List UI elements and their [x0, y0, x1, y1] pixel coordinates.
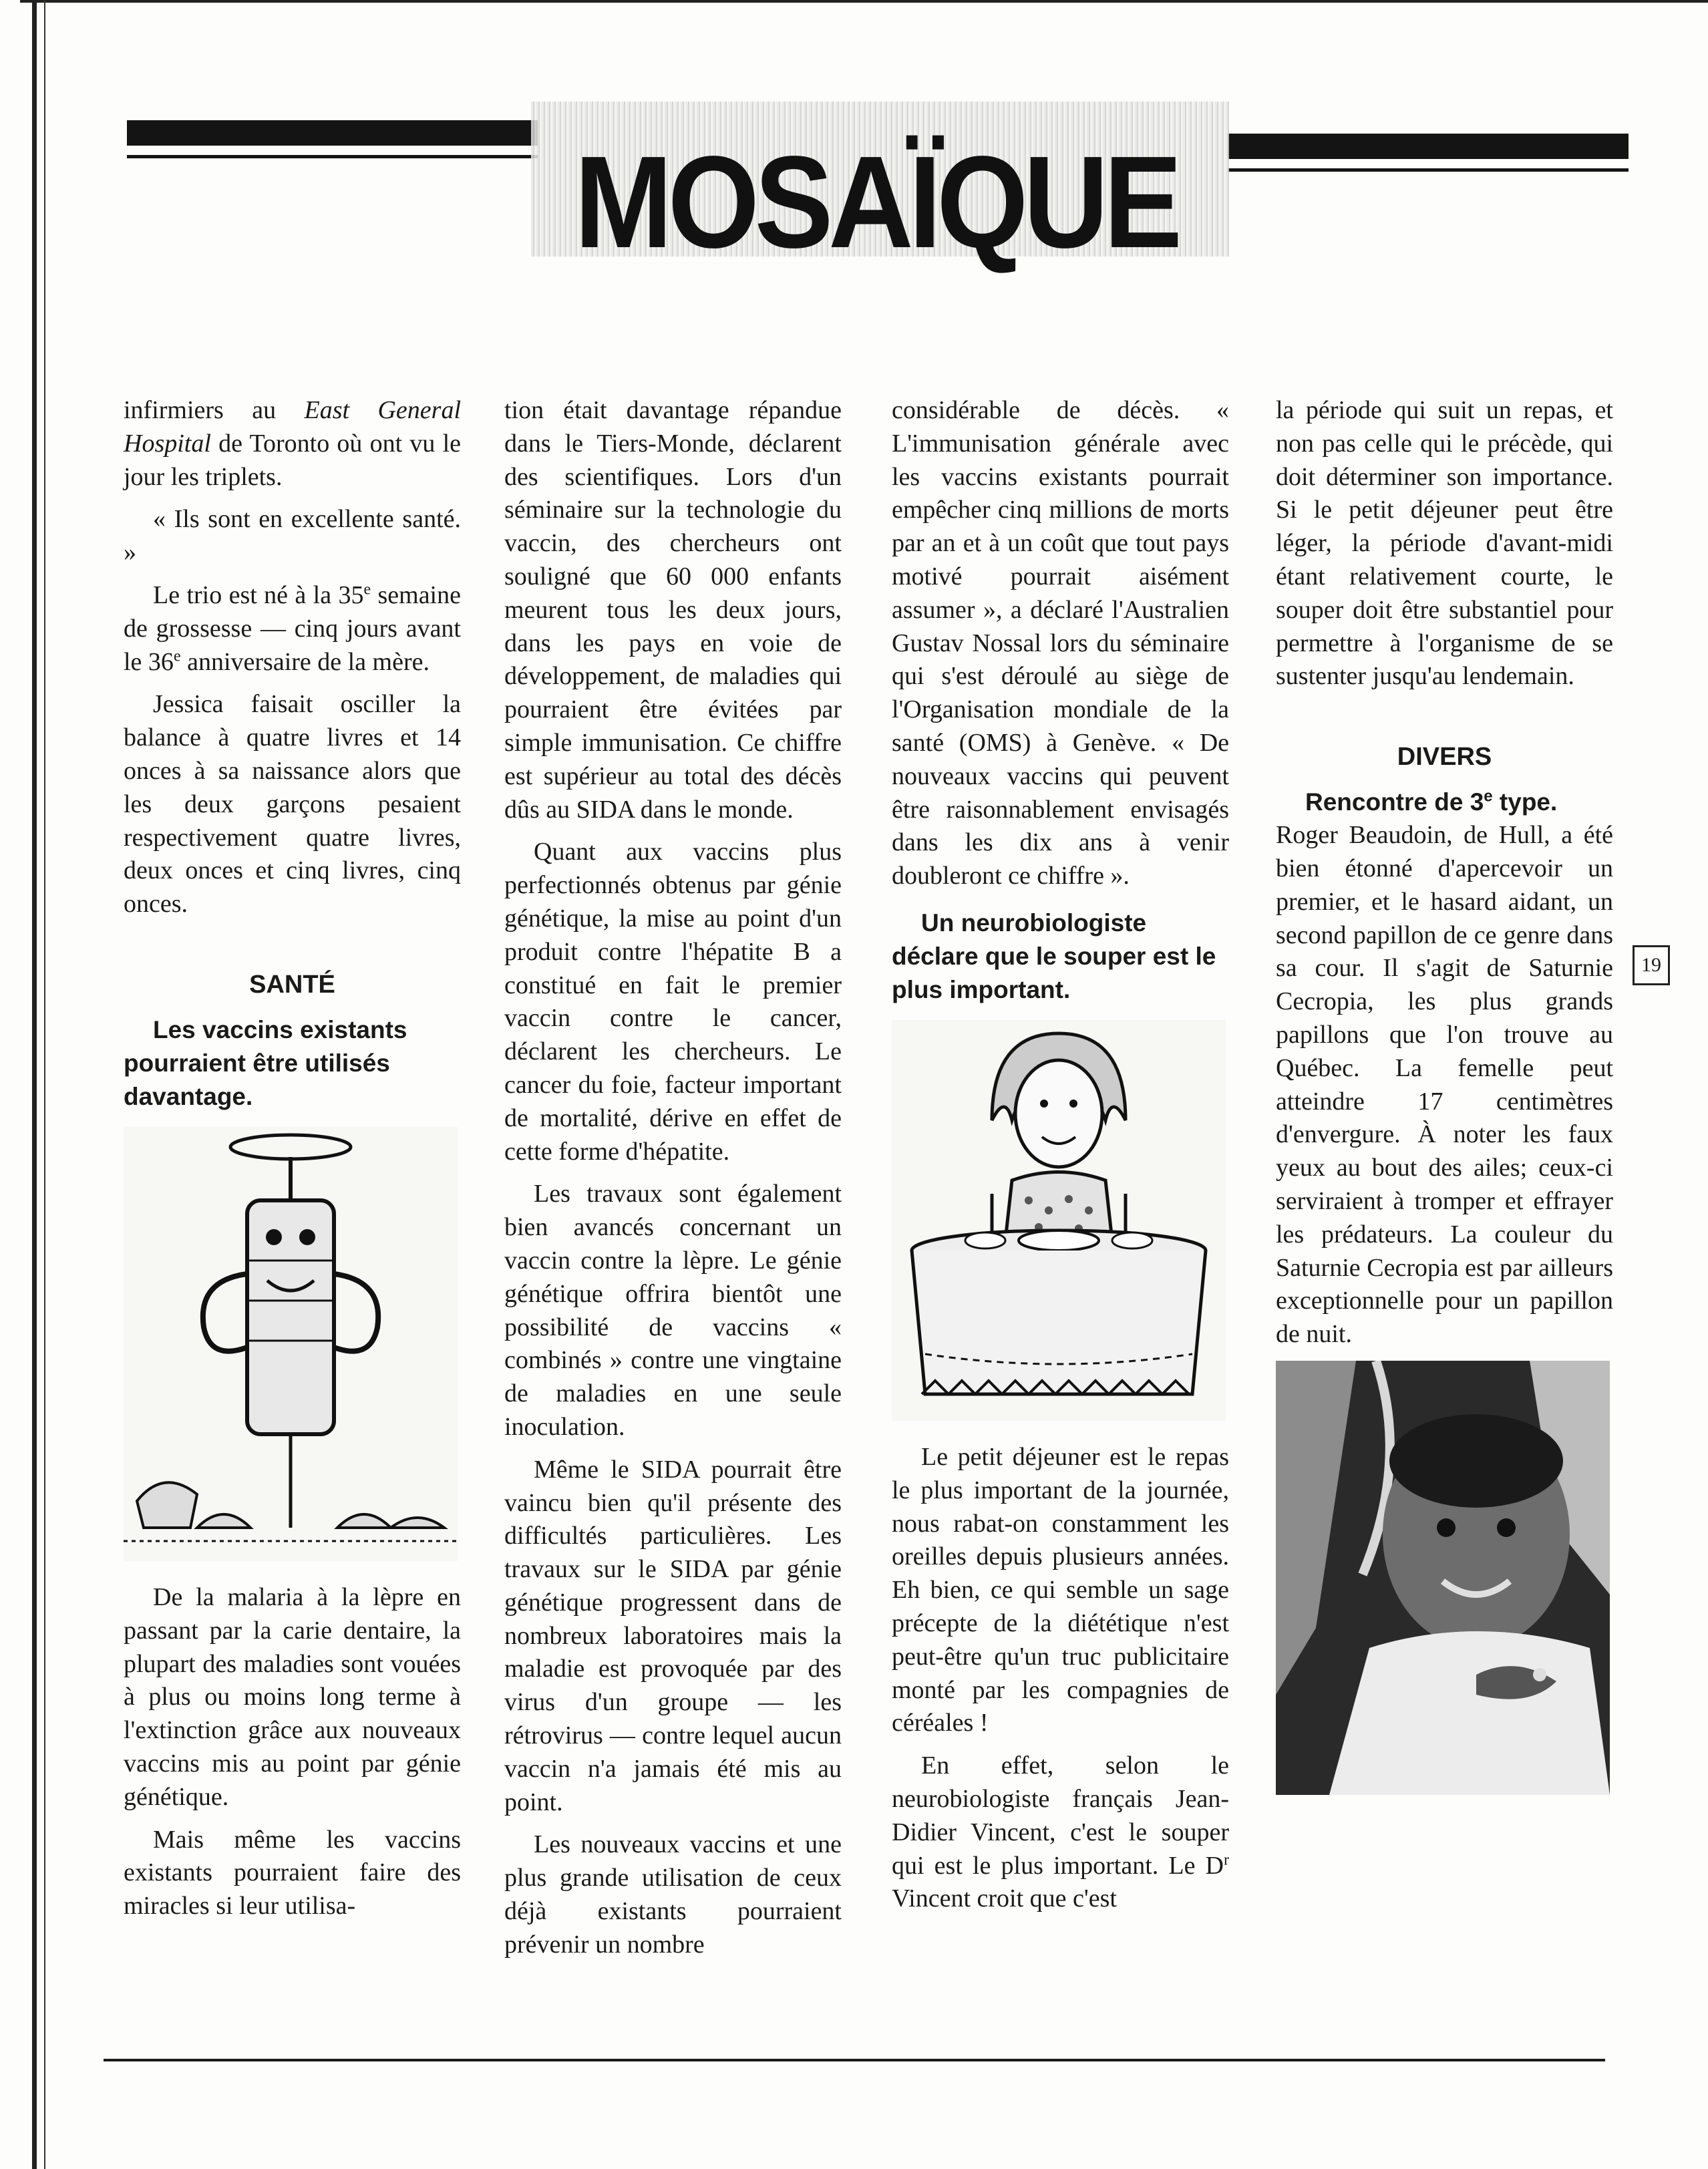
paragraph: Le petit déjeuner est le repas le plus important de la journée, nous rabat-on constamment les oreilles depuis plusieurs années. Eh bien, ce qui semble un sage précepte de la diététique n'est peut-être qu'un truc publicitaire monté par les compagnies de céréales ! — [892, 1442, 1229, 1737]
column-4 — [1276, 394, 1613, 1815]
paragraph: En effet, selon le neurobiologiste français Jean-Didier Vincent, c'est le souper qui est le plus important. Le $D^r$ Vincent croit que c'est — [892, 1751, 1229, 1913]
section-heading-divers: DIVERS — [1397, 743, 1492, 772]
masthead-bar-right — [1228, 134, 1629, 159]
paragraph: considérable de décès. « L'immunisation générale avec les vaccins existants pourrait empêcher cinq millions de morts par an et à un coût que tout pays motivé pourrait aisément assumer », a déclaré l'Australien Gustav Nossal lors du séminaire qui s'est déroulé au siège de l'Organisation mondiale de la santé (OMS) à Genève. « De nouveaux vaccins qui peuvent être raisonnablement envisagés dans les dix ans à venir doubleront ce chiffre ». — [892, 396, 1229, 890]
masthead-bar-left — [127, 120, 538, 146]
roger-beaudoin-photo — [1276, 1361, 1613, 1795]
paragraph: la période qui suit un repas, et non pas celle qui le précède, qui doit déterminer son importance. Si le petit déjeuner peut être léger, la période d'avant-midi étant relativement courte, le souper doit être substantiel pour permettre à l'organisme de se sustenter jusqu'au lendemain. — [1276, 396, 1613, 691]
footer-rule — [104, 2059, 1605, 2061]
headline-rencontre: Rencontre de 3e type. — [1305, 787, 1558, 816]
column-2 — [504, 394, 842, 1971]
syringe-illustration-image — [124, 1127, 458, 1561]
paragraph: Jessica faisait osciller la balance à quatre livres et 14 onces à sa naissance alors que les deux garçons pesaient respectivement quatre livres, deux onces et cinq livres, cinq onces. — [124, 690, 461, 919]
paragraph: Mais même les vaccins existants pourraient faire des miracles si leur utilisa- — [124, 1825, 461, 1921]
headline-vaccins: Les vaccins existants pourraient être utilisés davantage. — [124, 1015, 407, 1110]
dinner-woman-cartoon — [892, 1020, 1229, 1421]
paragraph: Même le SIDA pourrait être vaincu bien qu'il présente des difficultés particulières. Les travaux sur le SIDA par génie génétique progressent dans de nombreux laboratoires mais la maladie est provoquée par des virus d'un groupe — les rétrovirus — contre lequel aucun vaccin n'a jamais été mis au point. — [504, 1455, 842, 1816]
section-heading-sante: SANTÉ — [249, 970, 335, 999]
man-with-butterfly-photo — [1276, 1361, 1610, 1795]
page-edge-left — [32, 0, 37, 2169]
headline-souper: Un neurobiologiste déclare que le souper est le plus important. — [892, 908, 1216, 1003]
paragraph: « Ils sont en excellente santé. » — [124, 505, 461, 567]
column-3 — [892, 394, 1229, 1925]
paragraph: Quant aux vaccins plus perfectionnés obtenus par génie génétique, la mise au point d'un produit contre l'hépatite B a constitué en fait le premier vaccin contre le cancer, déclarent les chercheurs. Le cancer du foie, facteur important de mortalité, dérive en effet de cette forme d'hépatite. — [504, 838, 842, 1166]
paragraph: tion était davantage répandue dans le Tiers-Monde, déclarent des scientifiques. Lors d'un séminaire sur la technologie du vaccin, des chercheurs ont souligné que 60 000 enfants meurent tous les deux jours, dans les pays en voie de développement, de maladies qui pourraient être évitées par simple immunisation. Ce chiffre est supérieur au total des décès dûs au SIDA dans le monde. — [504, 396, 842, 824]
masthead-title: MOSAÏQUE — [574, 129, 1178, 275]
masthead-rule-right — [1228, 168, 1629, 172]
page-number: 19 — [1633, 945, 1670, 985]
masthead-rule-left — [127, 155, 538, 158]
paragraph: Le trio est né à la 35e semaine de grossesse — cinq jours avant le 36e anniversaire de la mère. — [124, 580, 461, 676]
dinner-illustration-image — [892, 1020, 1226, 1421]
syringe-cartoon — [124, 1127, 461, 1561]
paragraph: Les travaux sont également bien avancés concernant un vaccin contre la lèpre. Le génie génétique offrira bientôt une possibilité de vaccins « combinés » contre une vingtaine de maladies en une seule inoculation. — [504, 1180, 842, 1441]
paragraph: Roger Beaudoin, de Hull, a été bien étonné d'apercevoir un premier, et le hasard aidant, un second papillon de ce genre dans sa cour. Il s'agit de Saturnie Cecropia, les plus grands papillons que l'on trouve au Québec. La femelle peut atteindre 17 centimètres d'envergure. À noter les faux yeux au bout des ailes; ceux-ci serviraient à tromper et effrayer les prédateurs. La couleur du Saturnie Cecropia est par ailleurs exceptionnelle pour un papillon de nuit. — [1276, 821, 1613, 1349]
column-1 — [124, 394, 461, 1933]
page-edge-left-inner — [44, 0, 45, 2169]
paragraph: De la malaria à la lèpre en passant par la carie dentaire, la plupart des maladies sont vouées à plus ou moins long terme à l'extinction grâce aux nouveaux vaccins mis au point par génie génétique. — [124, 1582, 461, 1811]
page-edge-top — [20, 0, 1708, 3]
paragraph: Les nouveaux vaccins et une plus grande utilisation de ceux déjà existants pourraient prévenir un nombre — [504, 1830, 842, 1959]
paragraph: infirmiers au East General Hospital de Toronto où ont vu le jour les triplets. — [124, 396, 462, 491]
